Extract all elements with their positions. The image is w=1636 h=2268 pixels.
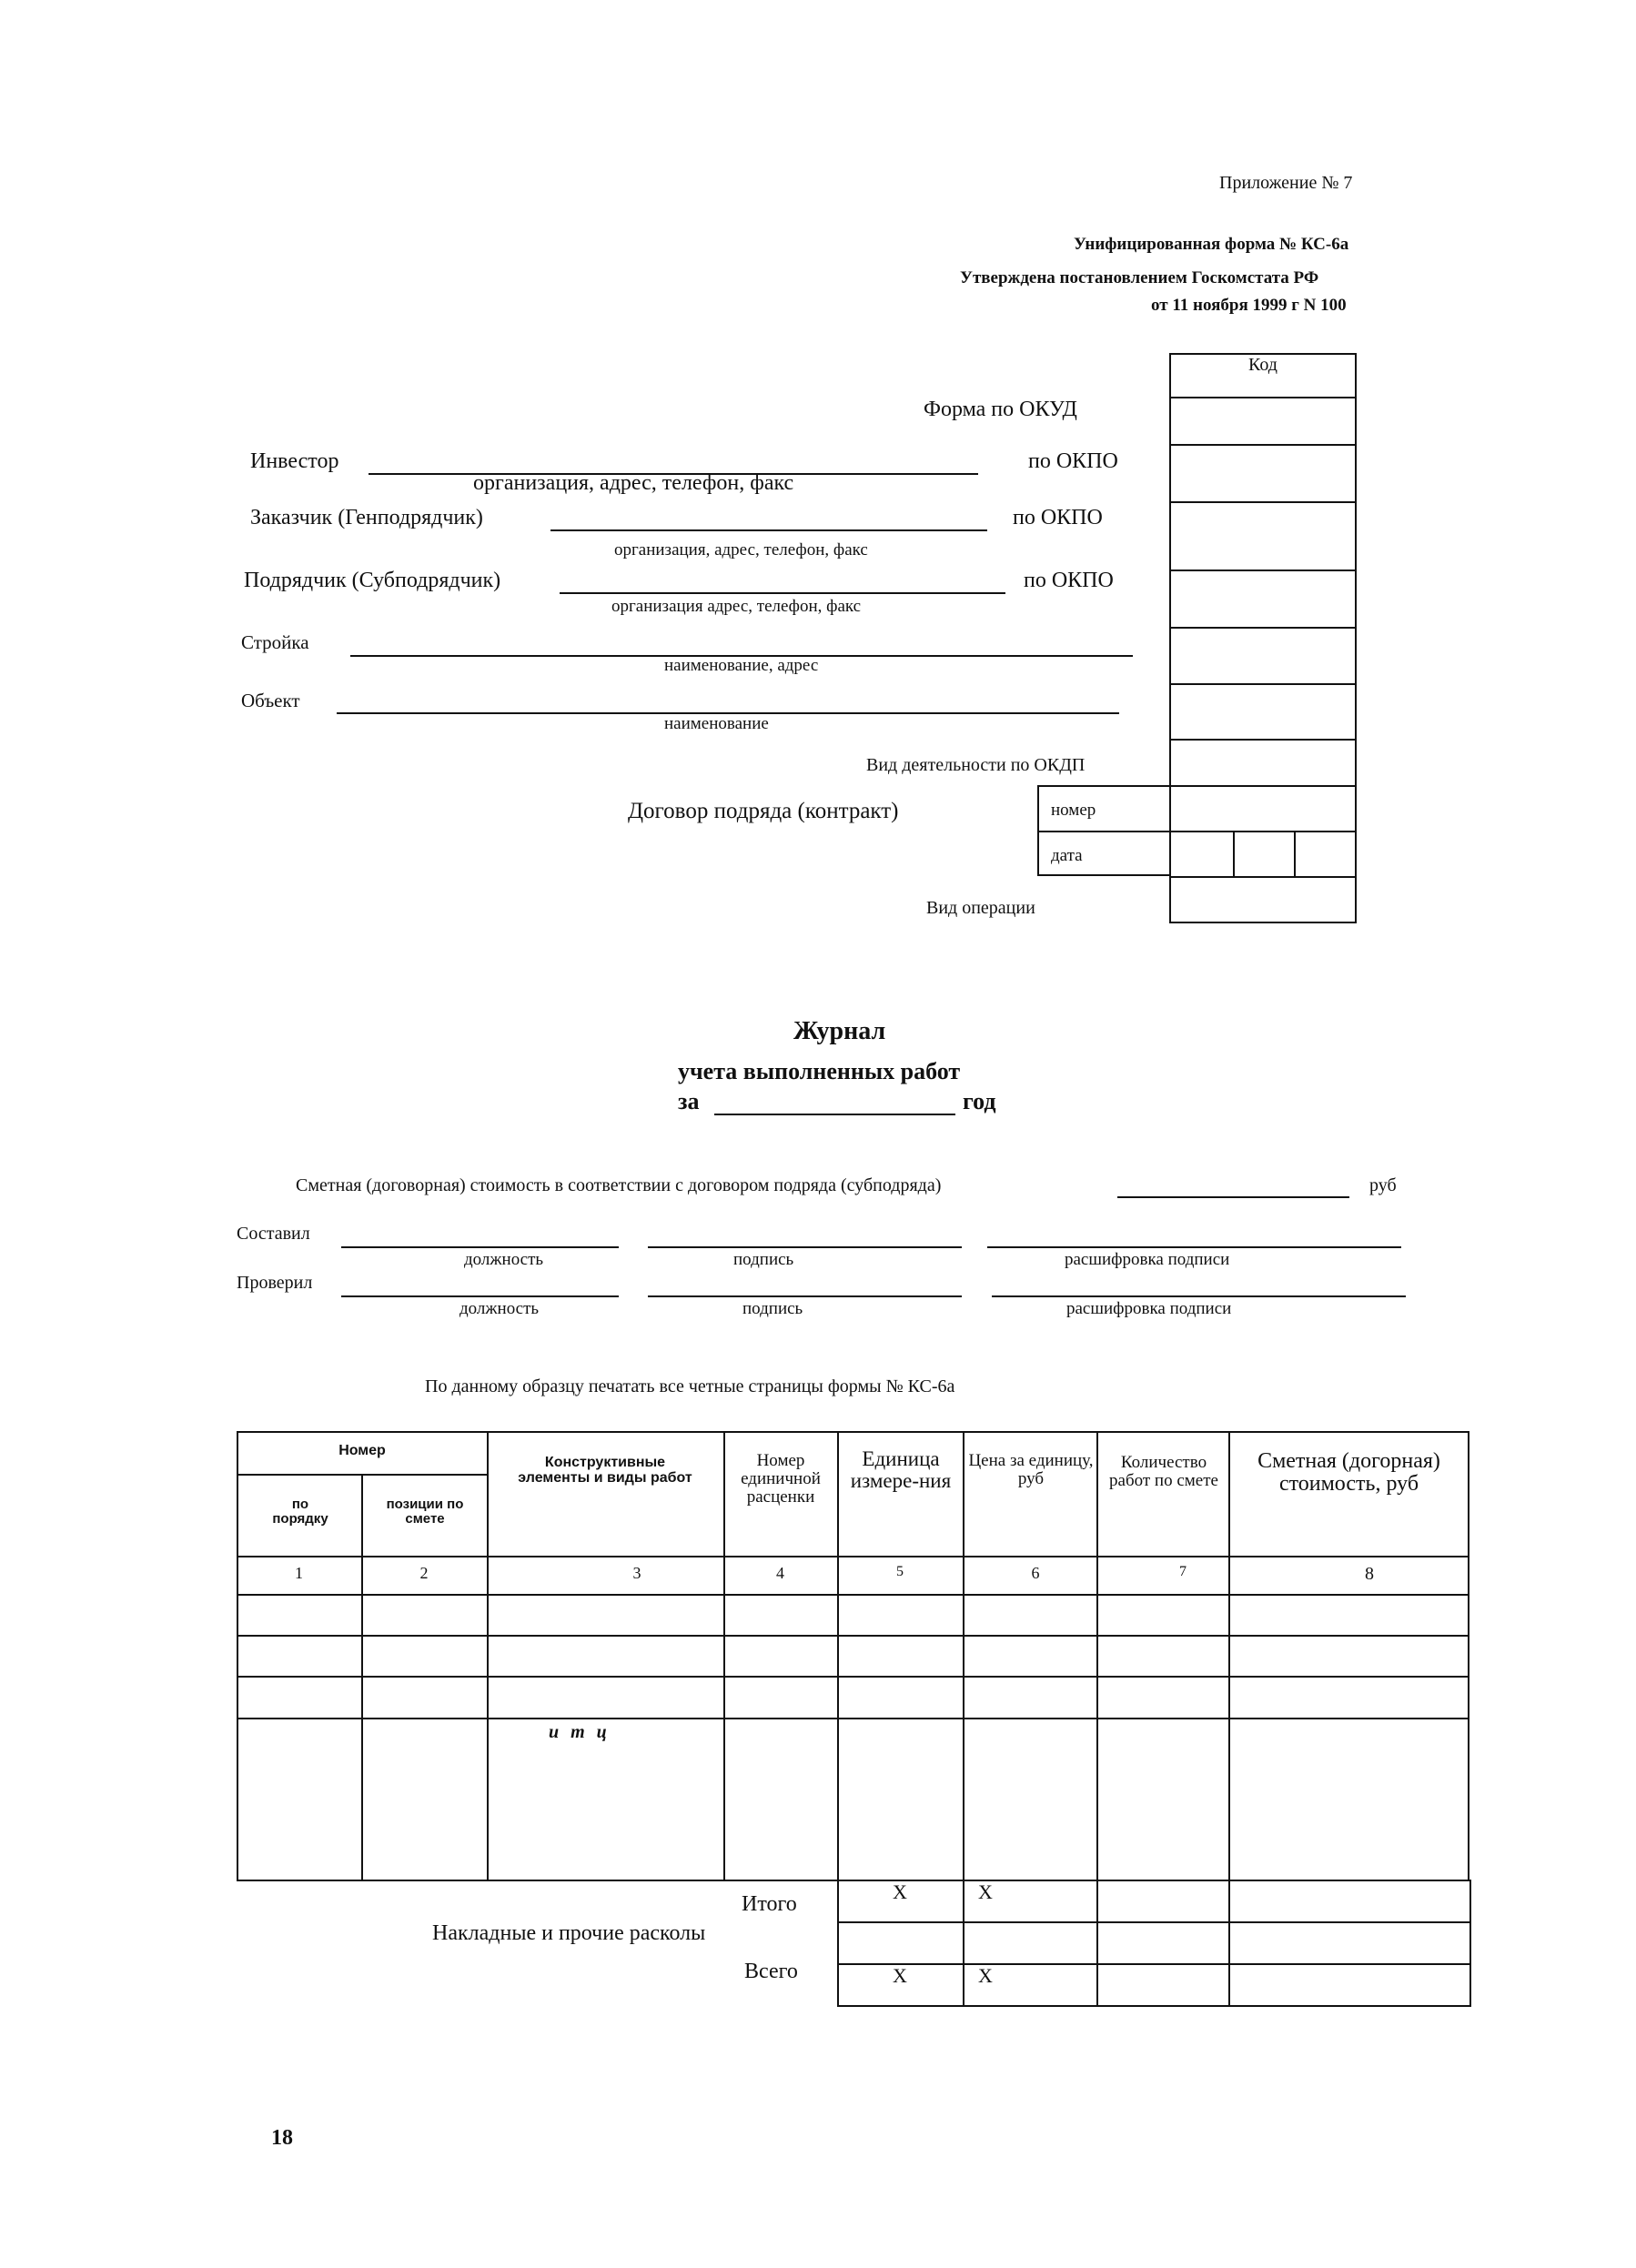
col6-header: Цена за единицу, руб xyxy=(968,1451,1094,1488)
contract-number-label: номер xyxy=(1051,801,1096,820)
total-x-price: X xyxy=(978,1964,993,1987)
overhead-label: Накладные и прочие расколы xyxy=(432,1921,706,1945)
compiled-decode-caption: расшифровка подписи xyxy=(1065,1250,1230,1269)
customer-label: Заказчик (Генподрядчик) xyxy=(250,506,483,529)
construction-hint: наименование, адрес xyxy=(664,656,819,675)
print-note: По данному образцу печатать все четные страницы формы № КС-6а xyxy=(425,1376,955,1396)
subtotal-label: Итого xyxy=(742,1892,797,1916)
construction-label: Стройка xyxy=(241,631,309,653)
approved-label: Утверждена постановлением Госкомстата РФ xyxy=(960,268,1319,287)
col2-header: позиции по смете xyxy=(386,1497,464,1527)
customer-code-label: по ОКПО xyxy=(1013,506,1103,529)
handwritten-note: и т ц xyxy=(549,1722,611,1742)
checked-decode-field[interactable] xyxy=(992,1295,1406,1297)
investor-code-label: по ОКПО xyxy=(1028,449,1118,473)
checked-label: Проверил xyxy=(237,1273,313,1293)
object-label: Объект xyxy=(241,690,300,711)
col7-header: Количество работ по смете xyxy=(1109,1453,1218,1490)
compiled-label: Составил xyxy=(237,1224,310,1244)
customer-hint: организация, адрес, телефон, факс xyxy=(614,540,868,559)
checked-decode-caption: расшифровка подписи xyxy=(1066,1299,1232,1318)
col8-header: Сметная (догорная) стоимость, руб xyxy=(1257,1449,1440,1497)
form-name: Унифицированная форма № КС-6а xyxy=(1074,235,1349,254)
col1-header: по порядку xyxy=(272,1497,328,1527)
col-num-8: 8 xyxy=(1365,1564,1374,1584)
col-num-2: 2 xyxy=(419,1564,429,1582)
col-num-6: 6 xyxy=(1031,1564,1040,1582)
compiled-position-field[interactable] xyxy=(341,1246,619,1248)
appendix-label: Приложение № 7 xyxy=(1219,173,1353,193)
checked-signature-caption: подпись xyxy=(742,1299,803,1318)
contractor-hint: организация адрес, телефон, факс xyxy=(611,597,862,616)
journal-title: Журнал xyxy=(793,1017,886,1045)
checked-position-caption: должность xyxy=(459,1299,540,1318)
cost-unit: руб xyxy=(1369,1175,1397,1195)
compiled-signature-field[interactable] xyxy=(648,1246,962,1248)
col-num-1: 1 xyxy=(295,1564,303,1582)
year-suffix: год xyxy=(963,1088,996,1114)
number-group-header: Номер xyxy=(338,1443,386,1458)
col-num-3: 3 xyxy=(632,1564,641,1582)
contractor-field[interactable] xyxy=(560,592,1005,594)
col5-header: Единица измере-ния xyxy=(850,1447,952,1493)
contract-label: Договор подряда (контракт) xyxy=(628,799,899,823)
contractor-label: Подрядчик (Субподрядчик) xyxy=(244,569,501,592)
compiled-signature-caption: подпись xyxy=(733,1250,794,1269)
code-title: Код xyxy=(1248,355,1277,375)
page-number: 18 xyxy=(271,2126,293,2150)
contract-date-label: дата xyxy=(1051,846,1083,865)
checked-position-field[interactable] xyxy=(341,1295,619,1297)
col-num-7: 7 xyxy=(1179,1564,1187,1579)
compiled-decode-field[interactable] xyxy=(987,1246,1401,1248)
object-hint: наименование xyxy=(664,714,769,733)
col4-header: Номер единичной расценки xyxy=(741,1451,821,1507)
year-field[interactable] xyxy=(714,1114,955,1115)
col-num-4: 4 xyxy=(776,1564,784,1582)
approved-date: от 11 ноября 1999 г N 100 xyxy=(1151,296,1347,315)
investor-hint: организация, адрес, телефон, факс xyxy=(473,471,794,495)
col3-header: Конструктивные элементы и виды работ xyxy=(518,1455,692,1486)
cost-field[interactable] xyxy=(1117,1196,1349,1198)
activity-label: Вид деятельности по ОКДП xyxy=(866,755,1086,775)
investor-label: Инвестор xyxy=(250,449,339,473)
subtotal-x-unit: X xyxy=(893,1880,907,1903)
subtotal-x-price: X xyxy=(978,1880,993,1903)
customer-field[interactable] xyxy=(550,529,987,531)
okud-label: Форма по ОКУД xyxy=(924,398,1077,421)
journal-subtitle: учета выполненных работ xyxy=(678,1058,961,1084)
checked-signature-field[interactable] xyxy=(648,1295,962,1297)
total-x-unit: X xyxy=(893,1964,907,1987)
compiled-position-caption: должность xyxy=(464,1250,544,1269)
year-prefix: за xyxy=(678,1088,700,1114)
code-column xyxy=(1169,353,1357,923)
total-label: Всего xyxy=(744,1960,798,1983)
operation-label: Вид операции xyxy=(926,898,1035,918)
cost-text: Сметная (договорная) стоимость в соответствии с договором подряда (субподряда) xyxy=(296,1175,942,1195)
col-num-5: 5 xyxy=(896,1564,904,1579)
contractor-code-label: по ОКПО xyxy=(1024,569,1114,592)
